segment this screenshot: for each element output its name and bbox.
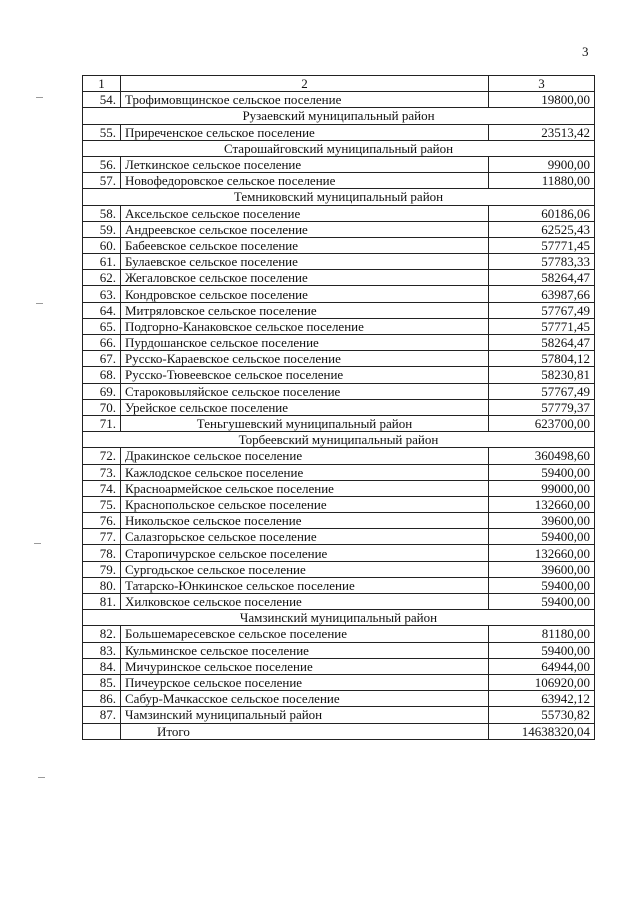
row-number: 84. [83, 658, 121, 674]
district-section-row [83, 189, 595, 205]
amount-value: 81180,00 [489, 626, 595, 642]
amount-value: 57767,49 [489, 383, 595, 399]
settlement-name: Митряловское сельское поселение [121, 302, 489, 318]
amount-value: 106920,00 [489, 674, 595, 690]
amount-value: 63942,12 [489, 691, 595, 707]
row-number: 71. [83, 415, 121, 431]
settlement-name: Хилковское сельское поселение [121, 594, 489, 610]
district-heading: Чамзинский муниципальный район [83, 610, 595, 626]
table-row [83, 674, 595, 690]
amount-value: 58264,47 [489, 270, 595, 286]
table-row [83, 707, 595, 723]
settlement-name: Мичуринское сельское поселение [121, 658, 489, 674]
table-row [83, 156, 595, 172]
district-section-row [83, 610, 595, 626]
amount-value: 132660,00 [489, 496, 595, 512]
settlement-name: Сургодьское сельское поселение [121, 561, 489, 577]
amount-value: 55730,82 [489, 707, 595, 723]
column-header-name: 2 [121, 76, 489, 92]
settlement-name: Жегаловское сельское поселение [121, 270, 489, 286]
settlement-name: Сабур-Мачкасское сельское поселение [121, 691, 489, 707]
row-number: 54. [83, 92, 121, 108]
row-number: 55. [83, 124, 121, 140]
district-heading: Рузаевский муниципальный район [83, 108, 595, 124]
settlement-name: Дракинское сельское поселение [121, 448, 489, 464]
total-row [83, 723, 595, 739]
row-number: 70. [83, 399, 121, 415]
table-row [83, 92, 595, 108]
district-heading: Темниковский муниципальный район [83, 189, 595, 205]
district-heading: Торбеевский муниципальный район [83, 432, 595, 448]
settlement-name: Бабеевское сельское поселение [121, 237, 489, 253]
district-heading: Старошайговский муниципальный район [83, 140, 595, 156]
total-number-cell [83, 723, 121, 739]
table-row [83, 254, 595, 270]
settlement-name: Большемаресевское сельское поселение [121, 626, 489, 642]
amount-value: 57771,45 [489, 318, 595, 334]
amount-value: 19800,00 [489, 92, 595, 108]
settlement-name: Русско-Тювеевское сельское поселение [121, 367, 489, 383]
table-row [83, 513, 595, 529]
settlement-name: Никольское сельское поселение [121, 513, 489, 529]
district-section-row [83, 108, 595, 124]
row-number: 86. [83, 691, 121, 707]
allocation-table [82, 75, 595, 740]
table-row [83, 335, 595, 351]
row-number: 64. [83, 302, 121, 318]
table-row [83, 448, 595, 464]
row-number: 78. [83, 545, 121, 561]
amount-value: 132660,00 [489, 545, 595, 561]
row-number: 79. [83, 561, 121, 577]
row-number: 75. [83, 496, 121, 512]
settlement-name: Староковыляйское сельское поселение [121, 383, 489, 399]
settlement-name: Андреевское сельское поселение [121, 221, 489, 237]
amount-value: 59400,00 [489, 529, 595, 545]
column-header-amount: 3 [489, 76, 595, 92]
table-row [83, 367, 595, 383]
amount-value: 63987,66 [489, 286, 595, 302]
table-row [83, 318, 595, 334]
amount-value: 62525,43 [489, 221, 595, 237]
table-row [83, 480, 595, 496]
settlement-name: Чамзинский муниципальный район [121, 707, 489, 723]
amount-value: 39600,00 [489, 513, 595, 529]
amount-value: 57771,45 [489, 237, 595, 253]
table-row [83, 415, 595, 431]
total-label: Итого [121, 723, 489, 739]
row-number: 87. [83, 707, 121, 723]
settlement-name: Новофедоровское сельское поселение [121, 173, 489, 189]
settlement-name: Краснопольское сельское поселение [121, 496, 489, 512]
settlement-name: Старопичурское сельское поселение [121, 545, 489, 561]
amount-value: 58264,47 [489, 335, 595, 351]
table-row [83, 626, 595, 642]
row-number: 62. [83, 270, 121, 286]
table-row [83, 642, 595, 658]
settlement-name: Подгорно-Канаковское сельское поселение [121, 318, 489, 334]
table-row [83, 237, 595, 253]
row-number: 58. [83, 205, 121, 221]
row-number: 60. [83, 237, 121, 253]
table-row [83, 545, 595, 561]
column-header-number: 1 [83, 76, 121, 92]
table-row [83, 561, 595, 577]
amount-value: 59400,00 [489, 464, 595, 480]
settlement-name: Салазгорьское сельское поселение [121, 529, 489, 545]
settlement-name: Пичеурское сельское поселение [121, 674, 489, 690]
row-number: 76. [83, 513, 121, 529]
settlement-name: Приреченское сельское поселение [121, 124, 489, 140]
table-row [83, 594, 595, 610]
settlement-name: Русско-Караевское сельское поселение [121, 351, 489, 367]
table-row [83, 399, 595, 415]
settlement-name: Кульминское сельское поселение [121, 642, 489, 658]
table-row [83, 464, 595, 480]
amount-value: 58230,81 [489, 367, 595, 383]
amount-value: 57767,49 [489, 302, 595, 318]
table-row [83, 351, 595, 367]
row-number: 68. [83, 367, 121, 383]
amount-value: 57783,33 [489, 254, 595, 270]
settlement-name: Татарско-Юнкинское сельское поселение [121, 577, 489, 593]
settlement-name: Красноармейское сельское поселение [121, 480, 489, 496]
total-value: 14638320,04 [489, 723, 595, 739]
row-number: 69. [83, 383, 121, 399]
amount-value: 64944,00 [489, 658, 595, 674]
amount-value: 60186,06 [489, 205, 595, 221]
margin-mark [34, 543, 41, 544]
settlement-name: Леткинское сельское поселение [121, 156, 489, 172]
row-number: 83. [83, 642, 121, 658]
row-number: 81. [83, 594, 121, 610]
row-number: 74. [83, 480, 121, 496]
row-number: 72. [83, 448, 121, 464]
amount-value: 99000,00 [489, 480, 595, 496]
table-row [83, 658, 595, 674]
table-row [83, 221, 595, 237]
settlement-name: Урейское сельское поселение [121, 399, 489, 415]
row-number: 61. [83, 254, 121, 270]
margin-mark [36, 97, 43, 98]
table-row [83, 529, 595, 545]
table-row [83, 270, 595, 286]
table-body [83, 76, 595, 740]
settlement-name: Булаевское сельское поселение [121, 254, 489, 270]
table-row [83, 691, 595, 707]
margin-mark [38, 777, 45, 778]
margin-mark [36, 303, 43, 304]
table-row [83, 286, 595, 302]
amount-value: 39600,00 [489, 561, 595, 577]
settlement-name: Трофимовщинское сельское поселение [121, 92, 489, 108]
settlement-name: Кондровское сельское поселение [121, 286, 489, 302]
settlement-name: Пурдошанское сельское поселение [121, 335, 489, 351]
row-number: 73. [83, 464, 121, 480]
settlement-name: Аксельское сельское поселение [121, 205, 489, 221]
amount-value: 11880,00 [489, 173, 595, 189]
district-section-row [83, 432, 595, 448]
district-section-row [83, 140, 595, 156]
amount-value: 59400,00 [489, 642, 595, 658]
row-number: 65. [83, 318, 121, 334]
row-number: 77. [83, 529, 121, 545]
settlement-name: Кажлодское сельское поселение [121, 464, 489, 480]
table-row [83, 124, 595, 140]
amount-value: 360498,60 [489, 448, 595, 464]
row-number: 67. [83, 351, 121, 367]
amount-value: 9900,00 [489, 156, 595, 172]
row-number: 57. [83, 173, 121, 189]
page-number: 3 [582, 44, 589, 59]
amount-value: 623700,00 [489, 415, 595, 431]
table-row [83, 383, 595, 399]
table-row [83, 577, 595, 593]
table-row [83, 205, 595, 221]
table-row [83, 173, 595, 189]
row-number: 80. [83, 577, 121, 593]
row-number: 82. [83, 626, 121, 642]
row-number: 56. [83, 156, 121, 172]
table-row [83, 302, 595, 318]
settlement-name: Теньгушевский муниципальный район [121, 415, 489, 431]
amount-value: 23513,42 [489, 124, 595, 140]
amount-value: 59400,00 [489, 577, 595, 593]
row-number: 63. [83, 286, 121, 302]
table-header-row [83, 76, 595, 92]
row-number: 85. [83, 674, 121, 690]
row-number: 66. [83, 335, 121, 351]
table-row [83, 496, 595, 512]
row-number: 59. [83, 221, 121, 237]
amount-value: 57804,12 [489, 351, 595, 367]
amount-value: 59400,00 [489, 594, 595, 610]
amount-value: 57779,37 [489, 399, 595, 415]
